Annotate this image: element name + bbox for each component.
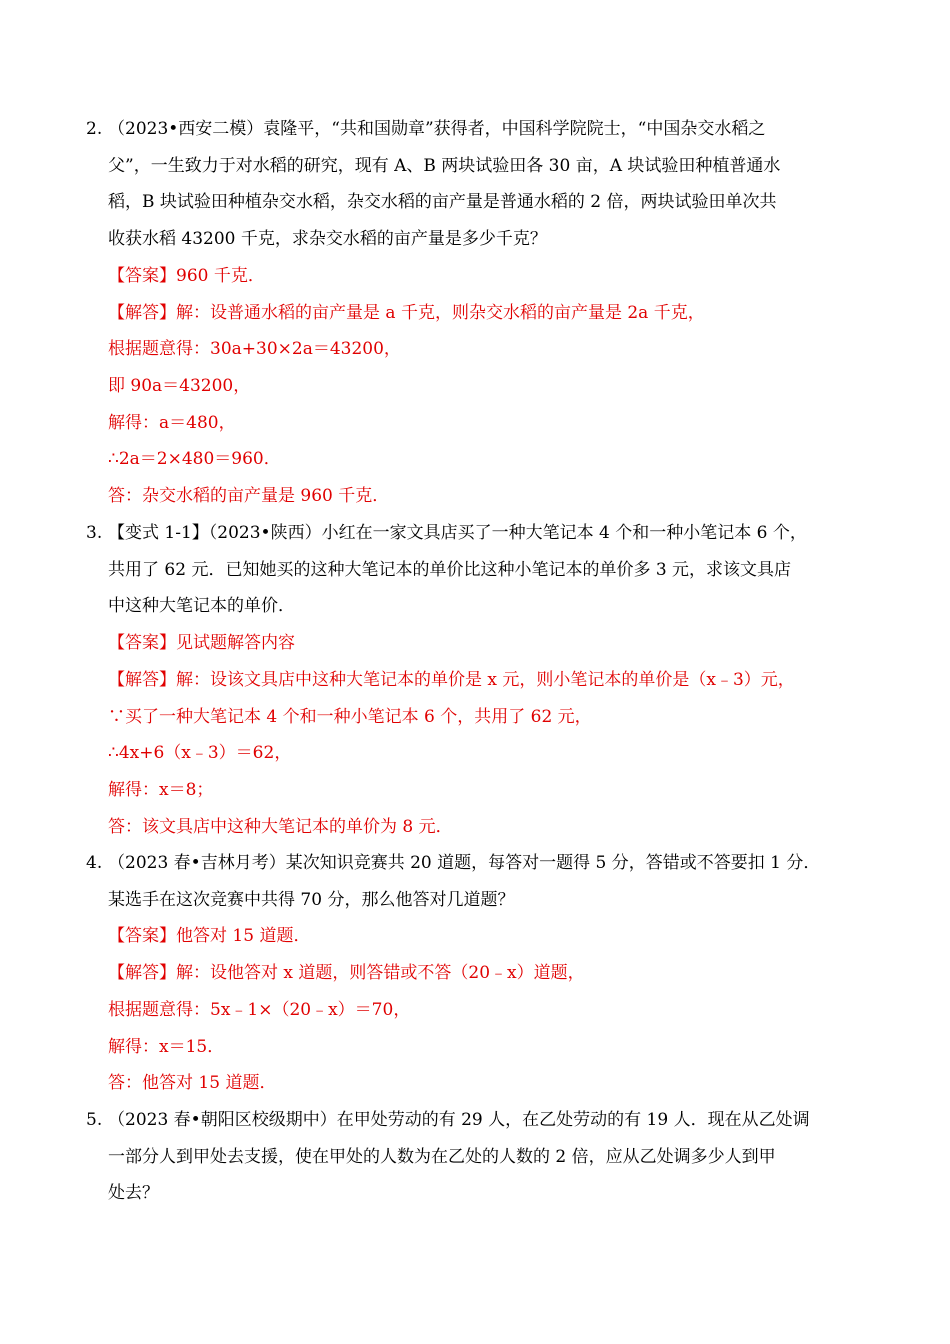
solution-line: 答：杂交水稻的亩产量是 960 千克． — [108, 486, 390, 507]
question-5 — [86, 1102, 876, 1212]
solution-line: 【解答】解：设他答对 x 道题，则答错或不答（20﹣x）道题， — [108, 963, 585, 984]
question-stem-line: 4. （2023 春•吉林月考）某次知识竞赛共 20 道题，每答对一题得 5 分，答错或不答要扣 1 分． — [86, 845, 876, 882]
solution-line: ∵买了一种大笔记本 4 个和一种小笔记本 6 个，共用了 62 元， — [108, 706, 592, 727]
solution-line: ∴4x+6（x﹣3）＝62， — [108, 743, 292, 764]
question-number: 2. — [86, 119, 103, 139]
question-number: 5. — [86, 1110, 103, 1130]
solution-line: 解得：x＝15． — [108, 1036, 225, 1057]
question-stem-line: 共用了 62 元．已知她买的这种大笔记本的单价比这种小笔记本的单价多 3 元，求该文具店 — [108, 559, 792, 580]
answer-line: 【答案】见试题解答内容 — [108, 633, 295, 654]
answer-line: 【答案】他答对 15 道题． — [108, 926, 311, 947]
question-stem-line: 父”，一生致力于对水稻的研究，现有 A、B 两块试验田各 30 亩，A 块试验田种植普通水 — [108, 155, 781, 176]
question-3 — [86, 515, 876, 845]
question-stem-line: 某选手在这次竞赛中共得 70 分，那么他答对几道题？ — [108, 889, 515, 910]
answer-line: 【答案】960 千克． — [108, 265, 265, 286]
solution-line: 答：他答对 15 道题． — [108, 1073, 277, 1094]
question-number: 3. — [86, 523, 103, 543]
solution-line: 【解答】解：设普通水稻的亩产量是 a 千克，则杂交水稻的亩产量是 2a 千克， — [108, 302, 705, 323]
solution-line: 根据题意得：30a+30×2a＝43200， — [108, 339, 401, 360]
question-stem-line: 3. 【变式 1-1】（2023•陕西）小红在一家文具店买了一种大笔记本 4 个和一种小笔记本 6 个， — [86, 515, 876, 552]
question-4 — [86, 845, 876, 1102]
solution-line: 答：该文具店中这种大笔记本的单价为 8 元． — [108, 816, 453, 837]
question-stem-line: 5. （2023 春•朝阳区校级期中）在甲处劳动的有 29 人，在乙处劳动的有 19 人．现在从乙处调 — [86, 1102, 876, 1139]
question-stem-line: 处去？ — [108, 1183, 159, 1204]
solution-line: ∴2a＝2×480＝960． — [108, 449, 281, 470]
question-stem-line: 2. （2023•西安二模）袁隆平，“共和国勋章”获得者，中国科学院院士，“中国杂交水稻之 — [86, 111, 876, 148]
solution-line: 解得：a＝480， — [108, 412, 236, 433]
question-stem-line: 中这种大笔记本的单价． — [108, 596, 295, 617]
question-stem-line: 收获水稻 43200 千克，求杂交水稻的亩产量是多少千克？ — [108, 229, 547, 250]
question-number: 4. — [86, 853, 103, 873]
solution-line: 即 90a＝43200， — [108, 375, 251, 396]
solution-line: 解得：x＝8； — [108, 779, 214, 800]
solution-line: 根据题意得：5x﹣1×（20﹣x）＝70， — [108, 999, 411, 1020]
question-2 — [86, 111, 876, 515]
question-stem-line: 稻，B 块试验田种植杂交水稻，杂交水稻的亩产量是普通水稻的 2 倍，两块试验田单次共 — [108, 192, 777, 213]
question-stem-line: 一部分人到甲处去支援，使在甲处的人数为在乙处的人数的 2 倍，应从乙处调多少人到甲 — [108, 1146, 776, 1167]
solution-line: 【解答】解：设该文具店中这种大笔记本的单价是 x 元，则小笔记本的单价是（x﹣3）元， — [108, 669, 795, 690]
